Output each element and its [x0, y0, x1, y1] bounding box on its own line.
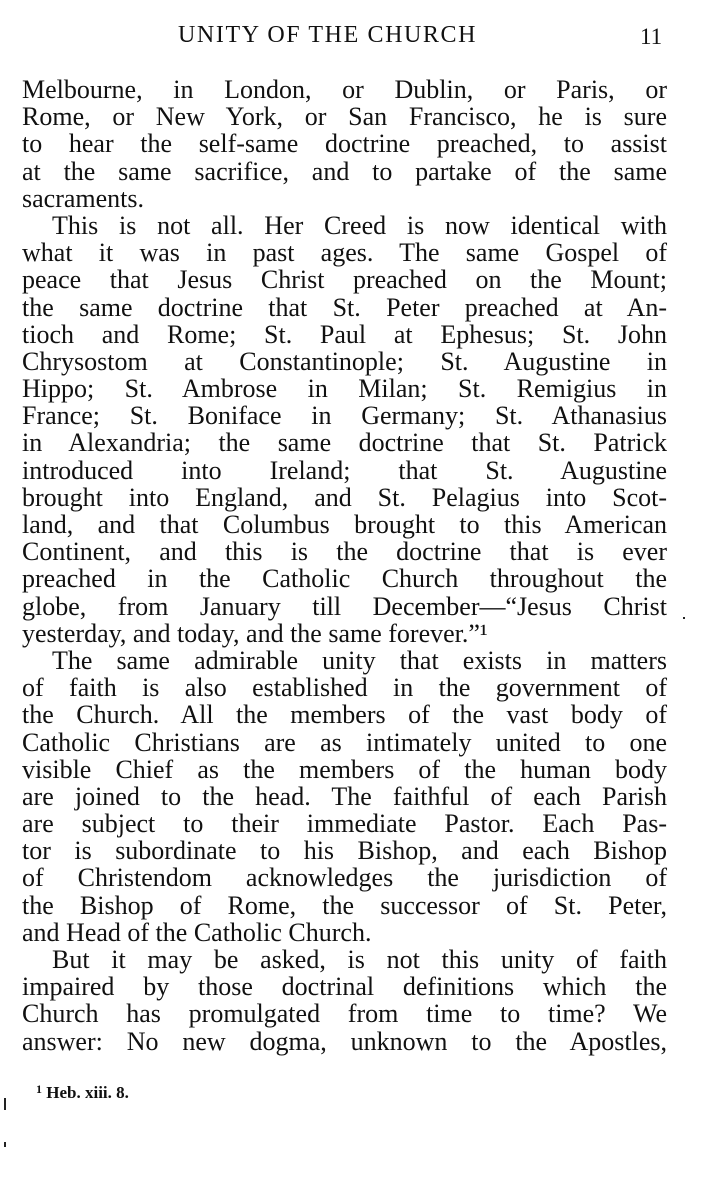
text-line: are subject to their immediate Pastor. Each Pas- — [22, 809, 667, 839]
text-line: But it may be asked, is not this unity of faith — [52, 945, 667, 974]
text-line: to hear the self-same doctrine preached, to assist — [22, 129, 667, 159]
text-line: in Alexandria; the same doctrine that St. Patrick — [22, 428, 667, 458]
text-line: Catholic Christians are as intimately united to one — [22, 727, 667, 757]
text-line: Hippo; St. Ambrose in Milan; St. Remigius in — [22, 374, 667, 404]
running-title: UNITY OF THE CHURCH — [178, 22, 478, 48]
text-line: yesterday, and today, and the same forever.”¹ — [22, 618, 488, 648]
footnote-text: Heb. xiii. 8. — [46, 1083, 129, 1102]
text-line: of Christendom acknowledges the jurisdiction of — [22, 863, 667, 893]
scan-speck — [4, 1098, 6, 1110]
text-line: of faith is also established in the government of — [22, 673, 667, 703]
text-line: the Bishop of Rome, the successor of St. Peter, — [22, 890, 667, 920]
footnote-marker: 1 — [36, 1082, 42, 1096]
page-number: 11 — [640, 24, 663, 49]
text-line: are joined to the head. The faithful of each Parish — [22, 781, 667, 811]
text-line: France; St. Boniface in Germany; St. Athanasius — [22, 401, 667, 431]
scan-speck — [683, 617, 685, 619]
text-line: sacraments. — [22, 183, 145, 213]
text-line: peace that Jesus Christ preached on the Mount; — [22, 265, 667, 295]
text-line: Melbourne, in London, or Dublin, or Paris, or — [22, 75, 667, 104]
text-line: This is not all. Her Creed is now identical with — [52, 210, 667, 240]
text-line: tor is subordinate to his Bishop, and each Bishop — [22, 836, 667, 866]
body-text — [22, 76, 667, 1055]
text-line: brought into England, and St. Pelagius into Scot- — [22, 482, 667, 512]
text-line: and Head of the Catholic Church. — [22, 917, 372, 947]
footnote — [36, 1082, 129, 1103]
text-line: Continent, and this is the doctrine that is ever — [22, 537, 667, 567]
text-line: at the same sacrifice, and to partake of the same — [22, 156, 667, 186]
text-line: the Church. All the members of the vast body of — [22, 700, 667, 730]
text-line: visible Chief as the members of the human body — [22, 754, 667, 784]
text-line: land, and that Columbus brought to this American — [22, 510, 667, 539]
text-line: Church has promulgated from time to time? We — [22, 999, 667, 1029]
text-line: globe, from January till December—“Jesus Christ — [22, 591, 667, 621]
scan-speck — [4, 1142, 6, 1147]
text-line: tioch and Rome; St. Paul at Ephesus; St. John — [22, 319, 667, 349]
page-header — [0, 22, 725, 56]
text-line: introduced into Ireland; that St. Augustine — [22, 455, 667, 485]
text-line: Chrysostom at Constantinople; St. Augustine in — [22, 346, 667, 376]
text-line: answer: No new dogma, unknown to the Apostles, — [22, 1026, 667, 1056]
text-line: The same admirable unity that exists in matters — [52, 645, 667, 675]
text-line: what it was in past ages. The same Gospel of — [22, 238, 667, 268]
text-line: the same doctrine that St. Peter preached at An- — [22, 292, 667, 322]
text-line: preached in the Catholic Church throughout the — [22, 564, 667, 594]
text-line: impaired by those doctrinal definitions which the — [22, 972, 667, 1002]
text-line: Rome, or New York, or San Francisco, he is sure — [22, 102, 667, 132]
